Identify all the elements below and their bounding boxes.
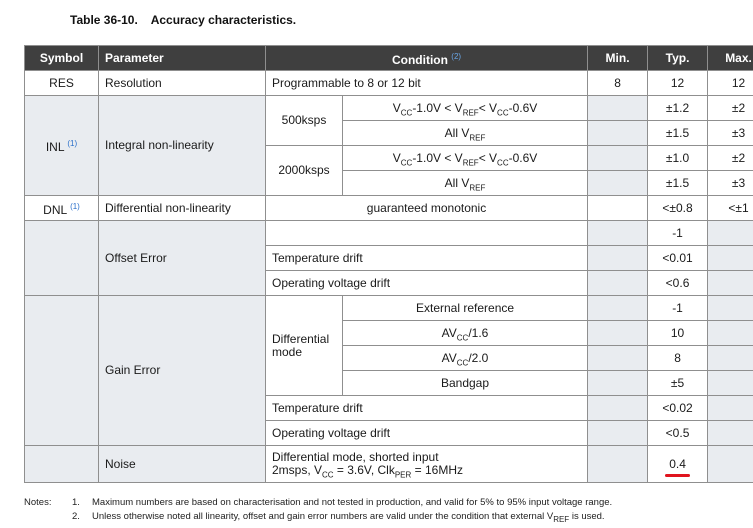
gain-min [588,371,648,396]
dnl-symbol-label: DNL [43,202,67,217]
gain-cond: $AV_{CC}/2.0$ [343,346,588,371]
dnl-condition: guaranteed monotonic [266,196,588,221]
inl-parameter: Integral non-linearity [99,96,266,196]
res-min: 8 [588,71,648,96]
inl-min [588,121,648,146]
red-underline-highlight [665,474,690,477]
offset-max [708,221,753,246]
offset-symbol [25,221,99,296]
dnl-min [588,196,648,221]
inl-max: ±3 [708,121,753,146]
inl-min [588,96,648,121]
gain-max [708,321,753,346]
gain-min [588,346,648,371]
gain-cond: $AV_{CC}/1.6$ [343,321,588,346]
inl-cond: All $V_{REF}$ [343,121,588,146]
gain-symbol [25,296,99,446]
gain-typ: <0.02 [648,396,708,421]
gain-parameter: Gain Error [99,296,266,446]
note-text: Unless otherwise noted all linearity, offset and gain error numbers are valid under the condition that external $V_{REF}$ is used. [92,511,605,524]
note-number: 2. [72,511,80,522]
noise-min [588,446,648,483]
inl-cond: All $V_{REF}$ [343,171,588,196]
dnl-ref: (1) [70,201,80,211]
inl-typ: ±1.5 [648,121,708,146]
inl-rate-500: 500ksps [266,96,343,146]
offset-min [588,271,648,296]
dnl-max: <±1 [708,196,753,221]
offset-min [588,221,648,246]
gain-typ: ±5 [648,371,708,396]
noise-symbol [25,446,99,483]
gain-max [708,371,753,396]
note-2 [24,511,749,525]
noise-condition [266,446,588,483]
gain-min [588,421,648,446]
inl-typ: ±1.2 [648,96,708,121]
table-notes [24,497,749,525]
header-condition [266,46,588,71]
dnl-symbol [25,196,99,221]
offset-cond: Temperature drift [266,246,588,271]
note-1 [24,497,749,511]
noise-condition-line2: 2msps, $V_{CC} = 3.6V$, Clk$_{PER}$ = 16MHz [272,463,463,480]
header-max: Max. [708,46,753,71]
gain-cond: Operating voltage drift [266,421,588,446]
header-symbol: Symbol [25,46,99,71]
offset-cond [266,221,588,246]
gain-max [708,421,753,446]
header-condition-ref: (2) [451,51,462,61]
inl-max: ±3 [708,171,753,196]
inl-symbol-label: INL [45,140,65,154]
offset-parameter: Offset Error [99,221,266,296]
noise-typ-value: 0.4 [669,458,686,471]
header-parameter: Parameter [99,46,266,71]
notes-label: Notes: [24,497,52,508]
inl-min [588,146,648,171]
offset-typ: -1 [648,221,708,246]
gain-typ: -1 [648,296,708,321]
gain-typ: 10 [648,321,708,346]
res-condition: Programmable to 8 or 12 bit [266,71,588,96]
inl-typ: ±1.0 [648,146,708,171]
gain-max [708,396,753,421]
noise-parameter: Noise [99,446,266,483]
accuracy-table [24,45,753,483]
inl-ref: (1) [67,139,78,148]
note-text: Maximum numbers are based on characterisation and not tested in production, and valid for 5% to 95% input voltage range. [92,497,613,508]
header-typ: Typ. [648,46,708,71]
inl-min [588,171,648,196]
res-symbol: RES [25,71,99,96]
noise-condition-line1: Differential mode, shorted input [272,450,439,464]
table-row [25,96,753,121]
dnl-parameter: Differential non-linearity [99,196,266,221]
table-row [25,71,753,96]
gain-typ: <0.5 [648,421,708,446]
res-parameter: Resolution [99,71,266,96]
inl-cond: $V_{CC}-1.0V < V_{REF}< V_{CC}-0.6V$ [343,96,588,121]
header-row [25,46,753,71]
offset-max [708,246,753,271]
table-title: Table 36-10. Accuracy characteristics. [70,13,297,27]
offset-cond: Operating voltage drift [266,271,588,296]
note-number: 1. [72,497,80,508]
offset-min [588,246,648,271]
offset-typ: <0.01 [648,246,708,271]
offset-typ: <0.6 [648,271,708,296]
dnl-typ: <±0.8 [648,196,708,221]
noise-max [708,446,753,483]
table-row [25,296,753,321]
gain-cond: Temperature drift [266,396,588,421]
gain-typ: 8 [648,346,708,371]
gain-max [708,296,753,321]
gain-cond: External reference [343,296,588,321]
gain-min [588,321,648,346]
gain-min [588,396,648,421]
inl-rate-2000: 2000ksps [266,146,343,196]
res-max: 12 [708,71,753,96]
inl-max: ±2 [708,96,753,121]
gain-max [708,346,753,371]
gain-cond: Bandgap [343,371,588,396]
table-row [25,221,753,246]
gain-diff-label: Differential mode [266,296,343,396]
offset-max [708,271,753,296]
inl-symbol [25,96,99,196]
noise-typ [648,446,708,483]
header-condition-label: Condition [391,52,448,67]
inl-typ: ±1.5 [648,171,708,196]
gain-min [588,296,648,321]
inl-max: ±2 [708,146,753,171]
table-row [25,446,753,483]
res-typ: 12 [648,71,708,96]
inl-cond: $V_{CC}-1.0V < V_{REF}< V_{CC}-0.6V$ [343,146,588,171]
table-row [25,196,753,221]
header-min: Min. [588,46,648,71]
